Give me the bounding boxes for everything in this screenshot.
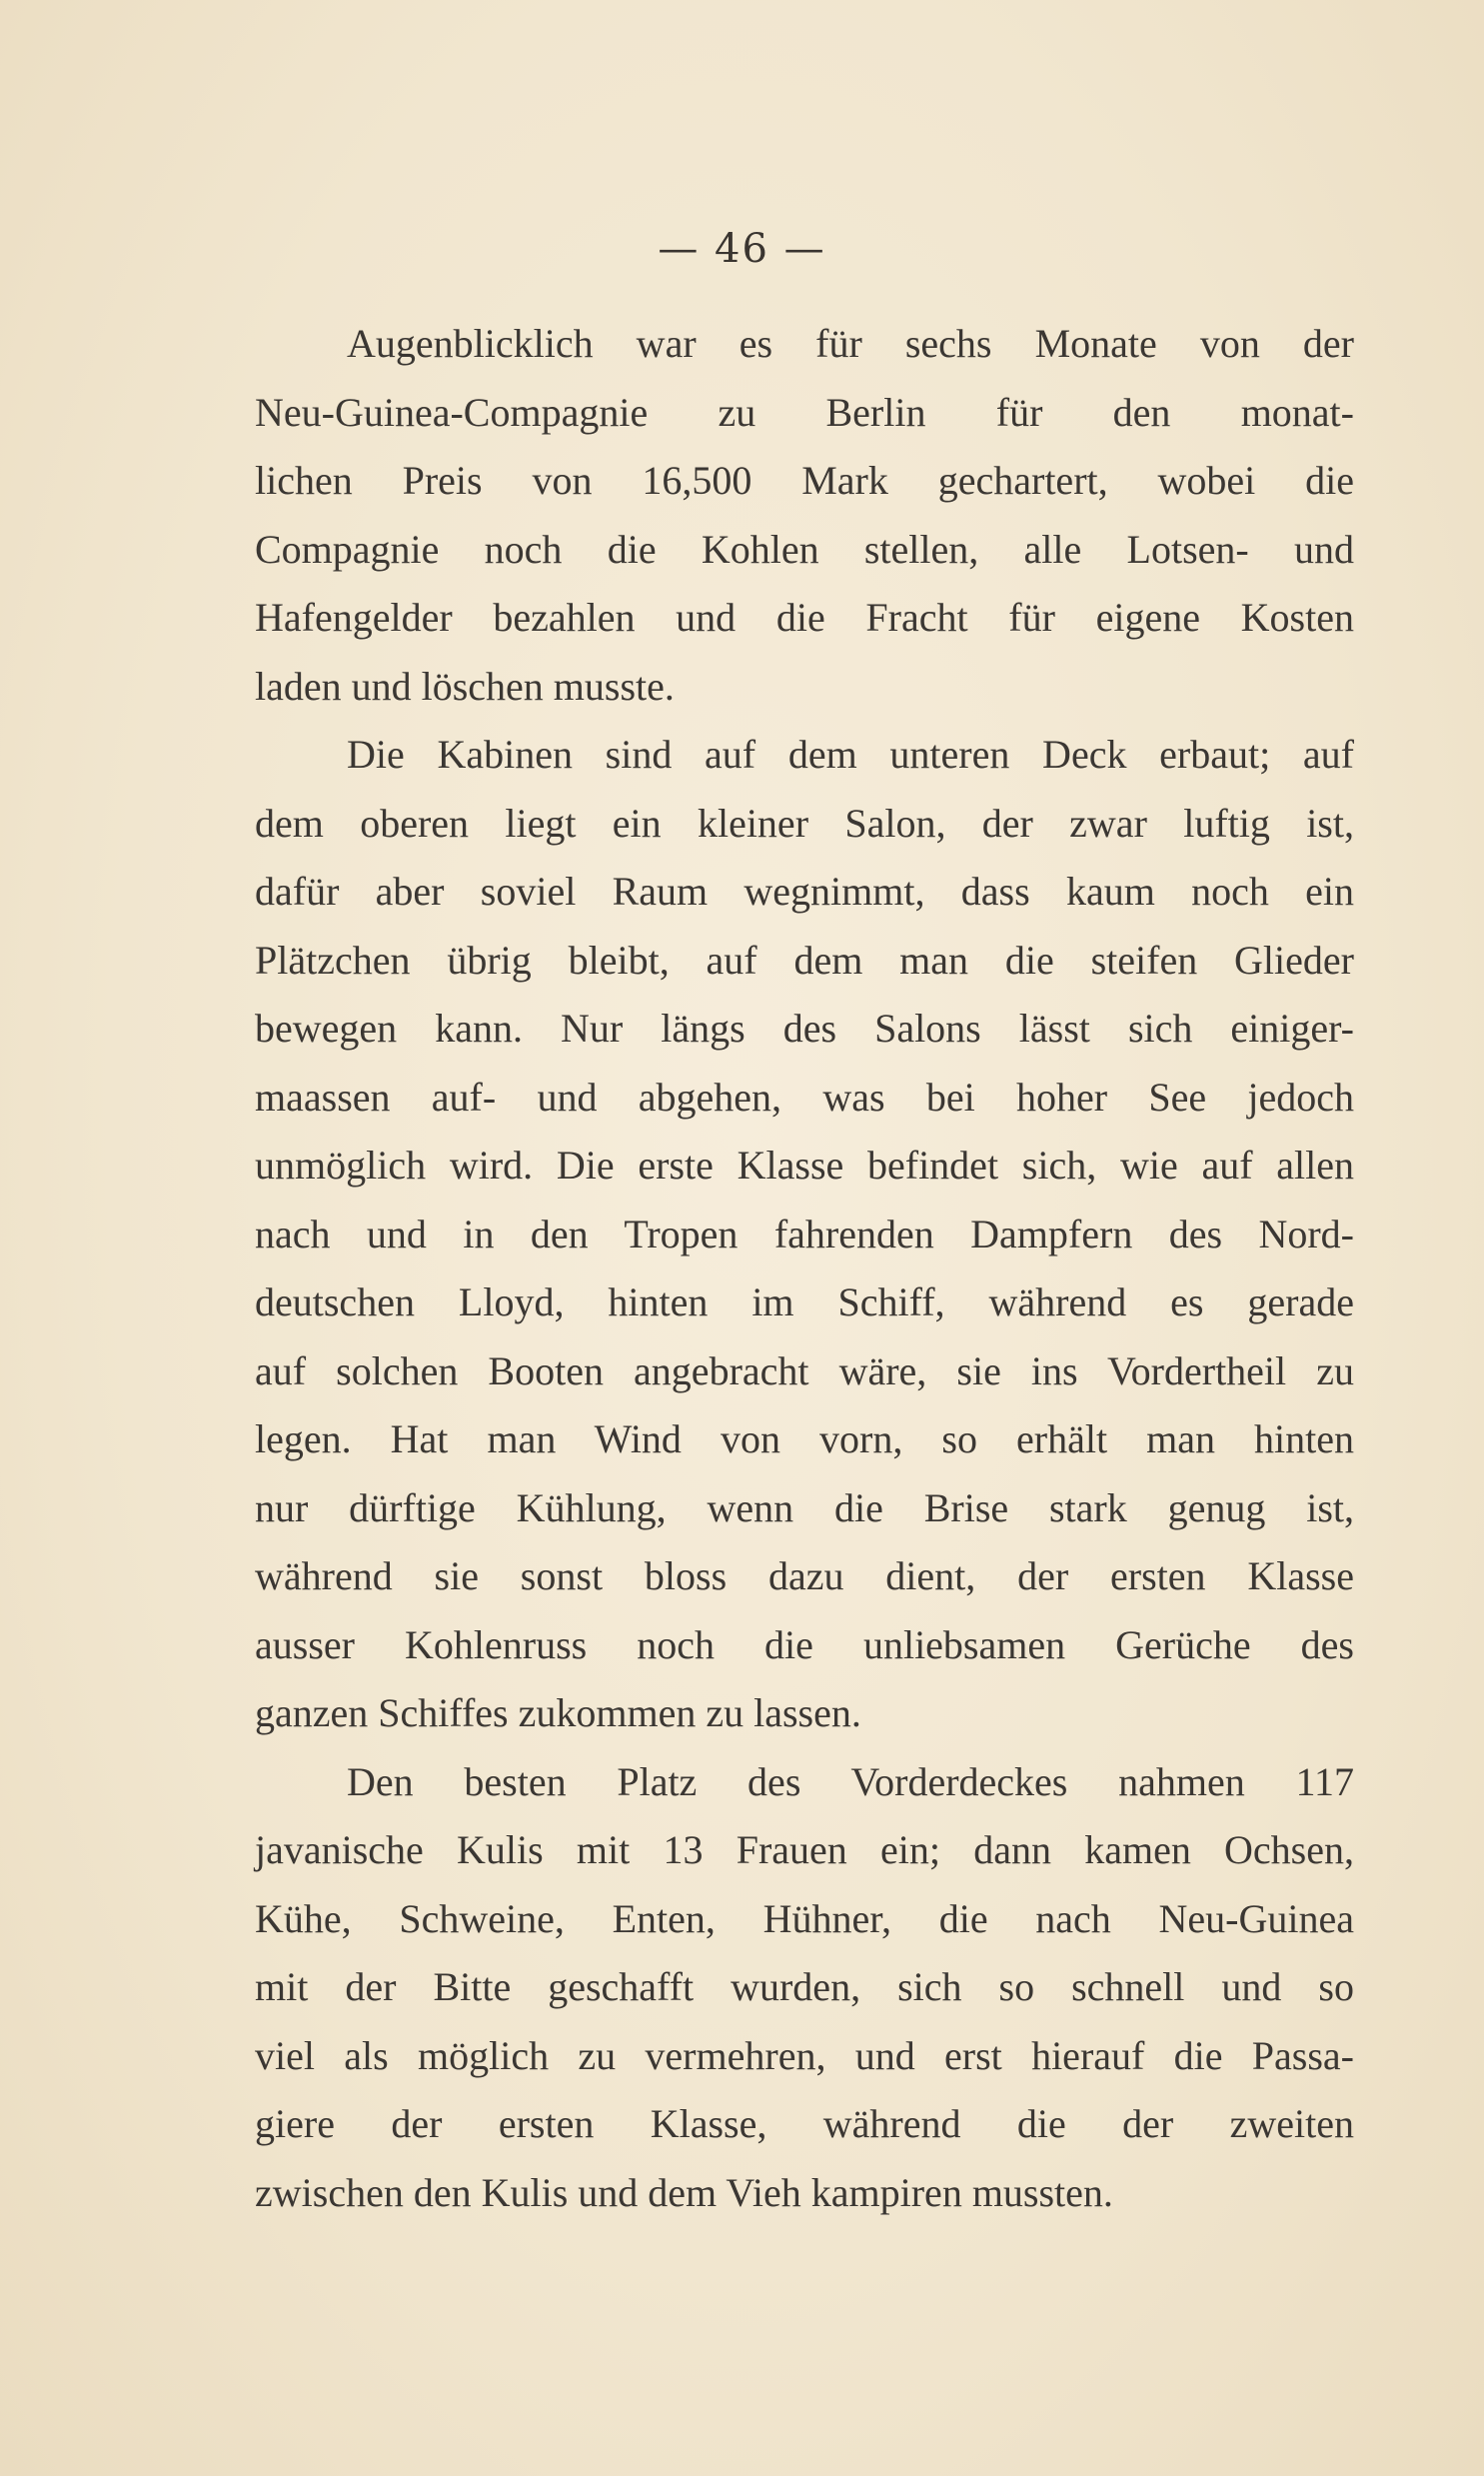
text-line: nur dürftige Kühlung, wenn die Brise stark genug ist,: [255, 1484, 1354, 1530]
text-line: unmöglich wird. Die erste Klasse befindet sich, wie auf allen: [255, 1143, 1354, 1188]
text-line: javanische Kulis mit 13 Frauen ein; dann kamen Ochsen,: [255, 1827, 1354, 1872]
text-line: Neu-Guinea-Compagnie zu Berlin für den monat-: [255, 389, 1354, 435]
text-line: Den besten Platz des Vorderdeckes nahmen 117: [347, 1758, 1354, 1804]
text-line: lichen Preis von 16,500 Mark gechartert, wobei die: [255, 458, 1354, 503]
text-line: bewegen kann. Nur längs des Salons lässt sich einiger-: [255, 1006, 1354, 1051]
text-line: Augenblicklich war es für sechs Monate von der: [347, 321, 1354, 366]
text-line: giere der ersten Klasse, während die der zweiten: [255, 2101, 1354, 2146]
text-line: Compagnie noch die Kohlen stellen, alle Lotsen- und: [255, 526, 1354, 572]
page-number: — 46 —: [658, 226, 826, 272]
text-line: Die Kabinen sind auf dem unteren Deck erbaut; auf: [347, 732, 1354, 777]
text-line: dem oberen liegt ein kleiner Salon, der zwar luftig ist,: [255, 800, 1354, 846]
text-line: maassen auf- und abgehen, was bei hoher See jedoch: [255, 1074, 1354, 1120]
text-line: laden und löschen musste.: [255, 663, 675, 709]
text-line: deutschen Lloyd, hinten im Schiff, während es gerade: [255, 1279, 1354, 1324]
text-line: Kühe, Schweine, Enten, Hühner, die nach Neu-Guinea: [255, 1895, 1354, 1941]
text-line: dafür aber soviel Raum wegnimmt, dass kaum noch ein: [255, 869, 1354, 914]
text-line: ausser Kohlenruss noch die unliebsamen Gerüche des: [255, 1621, 1354, 1667]
text-line: auf solchen Booten angebracht wäre, sie ins Vordertheil zu: [255, 1347, 1354, 1393]
text-line: viel als möglich zu vermehren, und erst hierauf die Passa-: [255, 2032, 1354, 2078]
text-line: nach und in den Tropen fahrenden Dampfern des Nord-: [255, 1211, 1354, 1256]
text-line: Plätzchen übrig bleibt, auf dem man die steifen Glieder: [255, 937, 1354, 983]
body-text: [255, 310, 1354, 2227]
text-line: während sie sonst bloss dazu dient, der ersten Klasse: [255, 1553, 1354, 1598]
text-line: legen. Hat man Wind von vorn, so erhält man hinten: [255, 1416, 1354, 1461]
text-line: Hafengelder bezahlen und die Fracht für eigene Kosten: [255, 595, 1354, 640]
text-line: zwischen den Kulis und dem Vieh kampiren mussten.: [255, 2169, 1113, 2215]
text-line: ganzen Schiffes zukommen zu lassen.: [255, 1690, 861, 1735]
text-line: mit der Bitte geschafft wurden, sich so schnell und so: [255, 1964, 1354, 2009]
